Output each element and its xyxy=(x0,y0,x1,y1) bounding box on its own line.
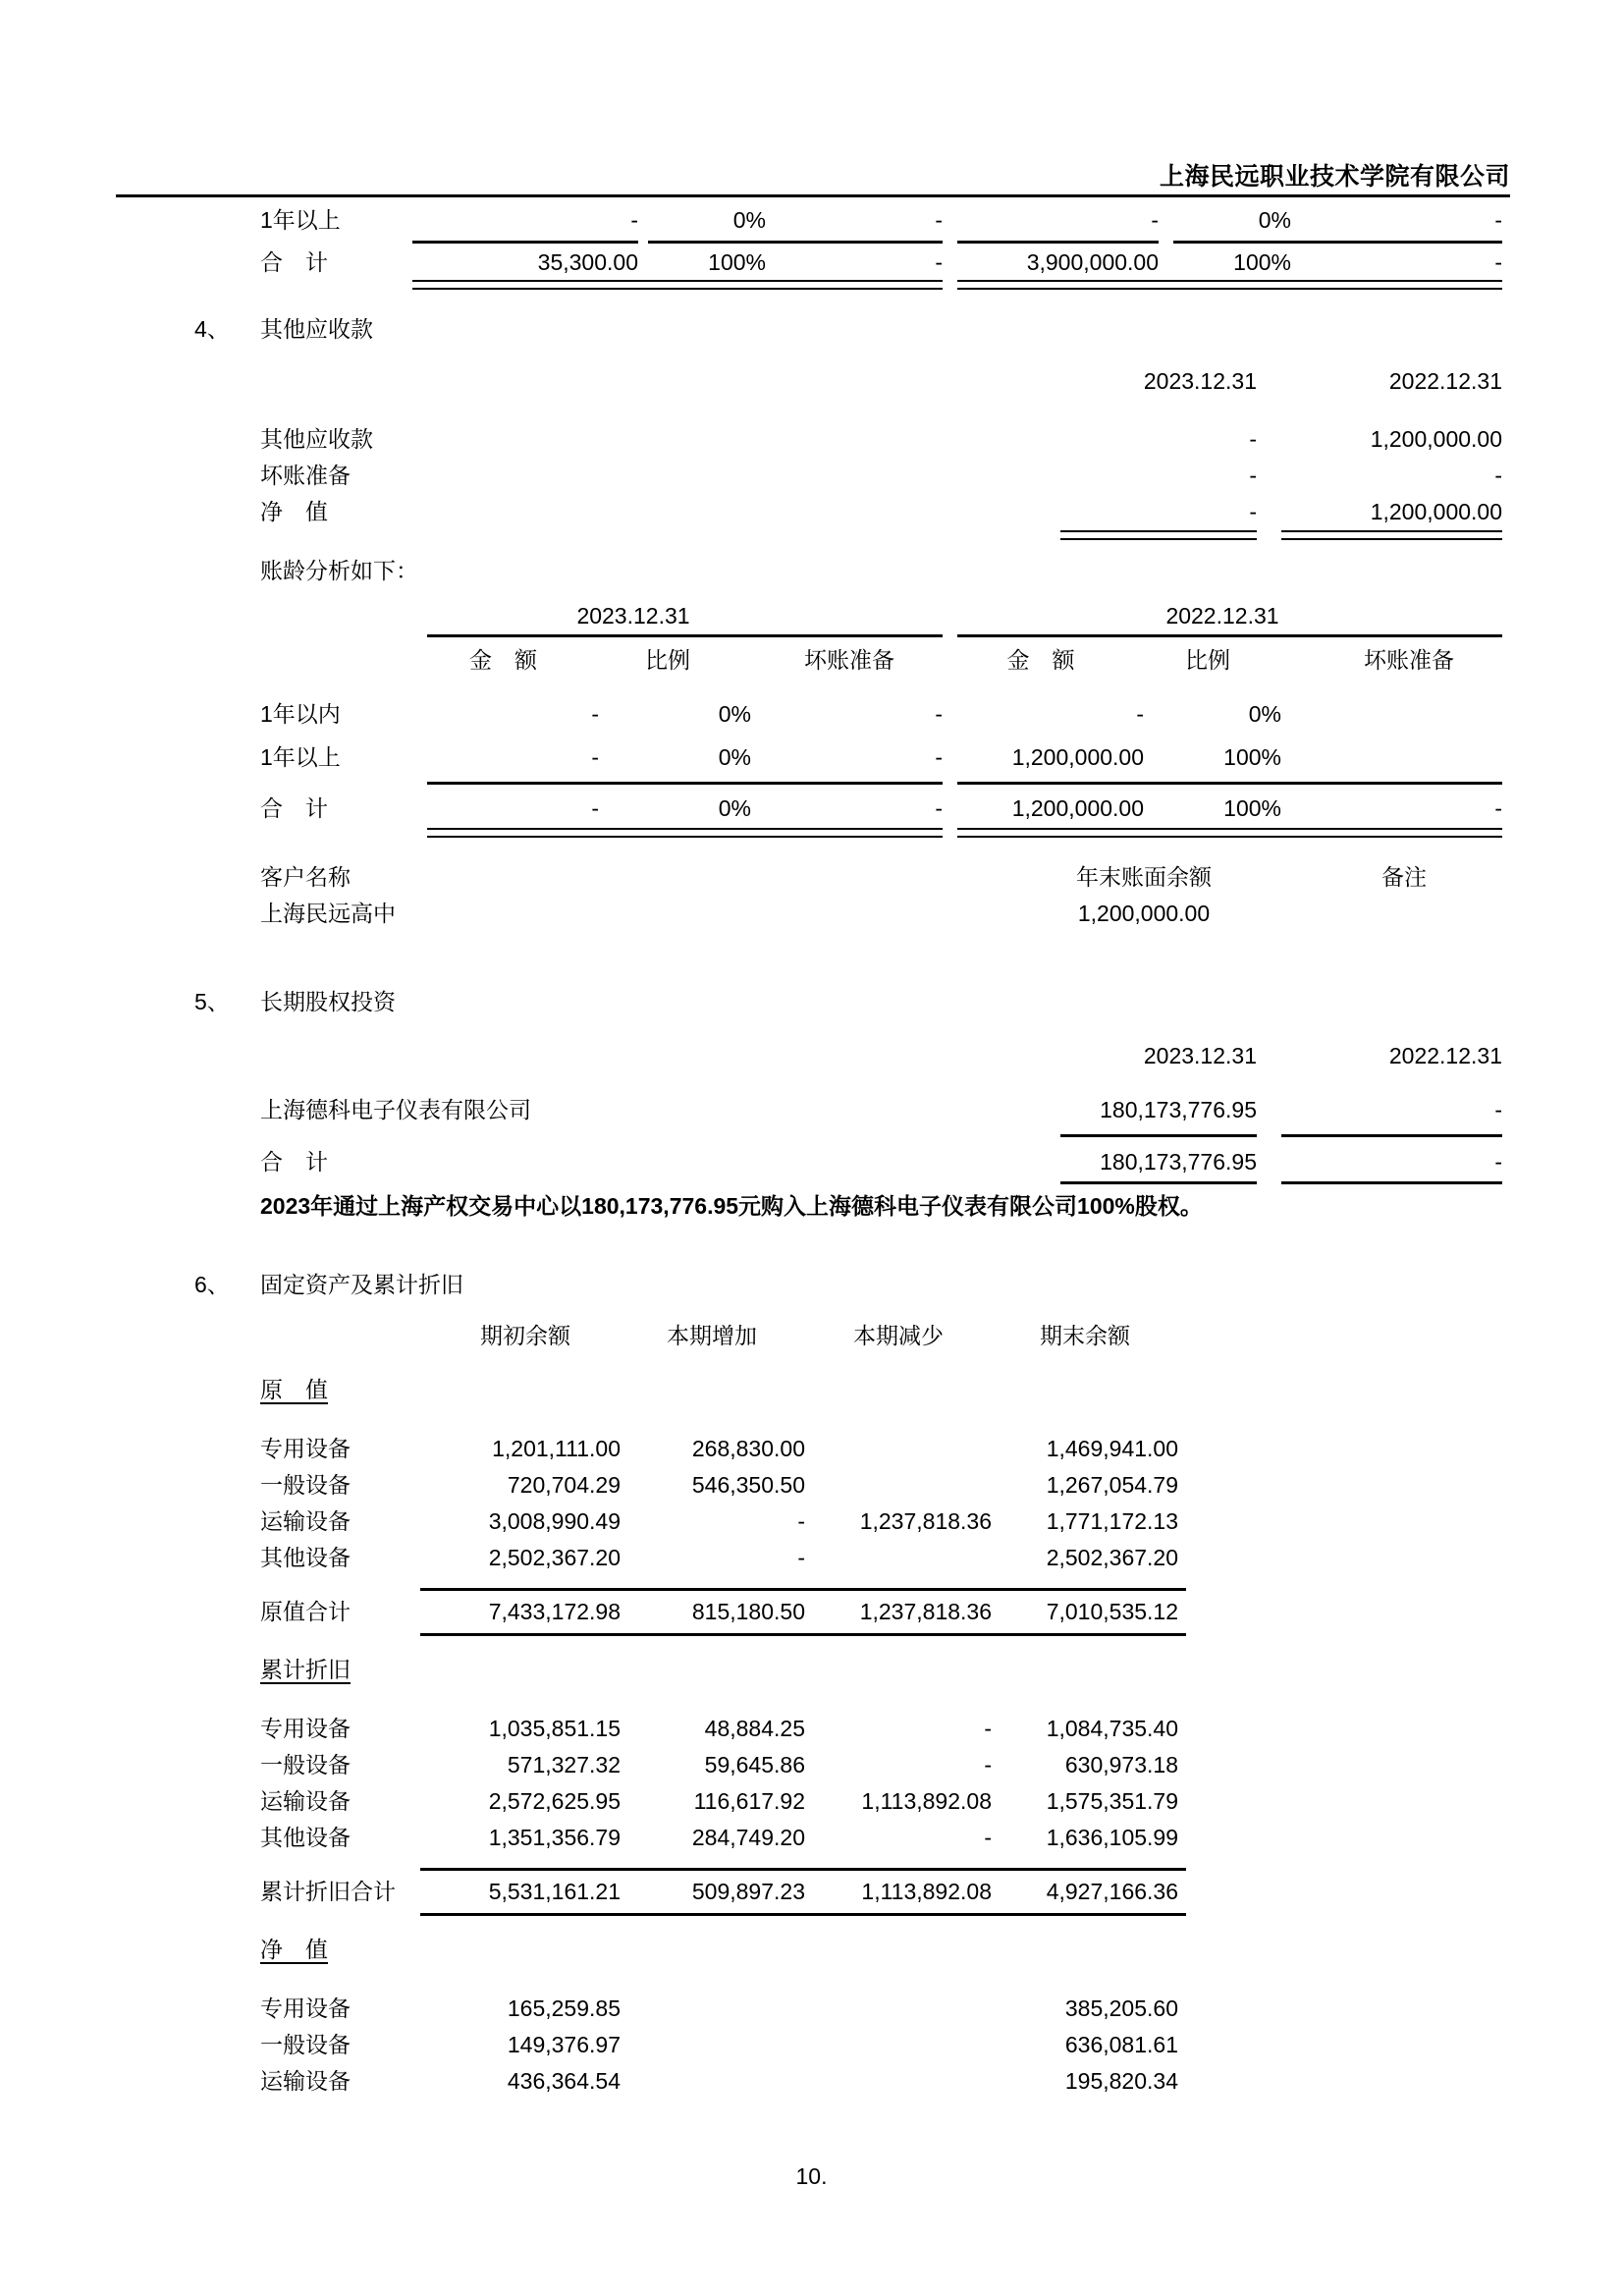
column-header-2022: 2022.12.31 xyxy=(1388,368,1502,394)
cell-total-2023: 180,173,776.95 xyxy=(1100,1149,1257,1175)
cell-closing: 1,771,172.13 xyxy=(1046,1508,1178,1534)
subtotal-rule xyxy=(1173,241,1502,244)
cell-amount-2023: - xyxy=(591,795,599,821)
col-header-closing: 期末余额 xyxy=(1040,1323,1130,1348)
cell-increase: 48,884.25 xyxy=(704,1716,805,1741)
cell-closing: 2,502,367.20 xyxy=(1046,1545,1178,1570)
cell-baddebt-2022: - xyxy=(1494,207,1502,233)
cell-value-2023: - xyxy=(1249,426,1257,452)
cell-opening: 1,035,851.15 xyxy=(488,1716,621,1741)
aging-col-ratio-2023: 比例 xyxy=(645,647,690,673)
cell-opening: 149,376.97 xyxy=(507,2032,621,2057)
aging-total-rule xyxy=(957,782,1502,785)
aging-col-ratio-2022: 比例 xyxy=(1185,647,1230,673)
cell-value-2022: - xyxy=(1494,463,1502,488)
column-header-2023: 2023.12.31 xyxy=(1143,368,1257,394)
customer-header-balance: 年末账面余额 xyxy=(1076,864,1212,890)
cell-decrease: - xyxy=(984,1752,992,1777)
aging-row-label: 1年以上 xyxy=(260,744,341,770)
row-label: 一般设备 xyxy=(260,2032,351,2057)
section-5-title: 长期股权投资 xyxy=(260,989,396,1014)
page-number: 10. xyxy=(795,2163,828,2189)
cell-decrease: - xyxy=(984,1825,992,1850)
cell-increase: 509,897.23 xyxy=(691,1879,805,1904)
cell-ratio-2023: 0% xyxy=(718,795,751,821)
cell-ratio-2022: 100% xyxy=(1223,795,1281,821)
aging-col-baddebt-2022: 坏账准备 xyxy=(1364,647,1454,673)
column-header-2022: 2022.12.31 xyxy=(1388,1043,1502,1068)
cell-increase: 546,350.50 xyxy=(691,1472,805,1498)
investment-total-rule xyxy=(1281,1134,1502,1137)
aging-total-label: 合 计 xyxy=(260,795,328,821)
company-header: 上海民远职业技术学院有限公司 xyxy=(1159,163,1510,191)
cell-opening: 436,364.54 xyxy=(507,2068,621,2094)
investment-total-rule xyxy=(1060,1134,1257,1137)
accumulated-depreciation-total-label: 累计折旧合计 xyxy=(260,1879,396,1904)
cell-increase: 268,830.00 xyxy=(691,1436,805,1461)
cell-amount-2023: - xyxy=(591,701,599,727)
cell-baddebt-2022: - xyxy=(1494,795,1502,821)
section-6-title: 固定资产及累计折旧 xyxy=(260,1272,463,1297)
cell-ratio-2022: 100% xyxy=(1223,744,1281,770)
cell-baddebt-2023: - xyxy=(935,795,943,821)
cell-ratio-2023: 0% xyxy=(732,207,766,233)
section-5-note: 2023年通过上海产权交易中心以180,173,776.95元购入上海德科电子仪表有限公司100%股权。 xyxy=(260,1193,1203,1219)
row-label-bad-debt-provision: 坏账准备 xyxy=(260,463,351,488)
row-label: 专用设备 xyxy=(260,1436,351,1461)
row-label: 其他设备 xyxy=(260,1825,351,1850)
cell-decrease: - xyxy=(984,1716,992,1741)
subsection-original-cost-title: 原 值 xyxy=(260,1377,328,1402)
aging-total-double-rule xyxy=(427,828,943,838)
cell-increase: - xyxy=(797,1508,805,1534)
cell-closing: 7,010,535.12 xyxy=(1046,1599,1178,1624)
cell-decrease: 1,237,818.36 xyxy=(859,1599,992,1624)
cell-value-2022: 1,200,000.00 xyxy=(1370,426,1502,452)
cell-opening: 571,327.32 xyxy=(507,1752,621,1777)
cell-ratio-2023: 100% xyxy=(708,249,766,275)
cell-decrease: 1,113,892.08 xyxy=(861,1788,992,1814)
aging-analysis-caption: 账龄分析如下： xyxy=(260,558,418,583)
header-rule xyxy=(116,194,1510,197)
customer-row-balance: 1,200,000.00 xyxy=(1077,901,1211,926)
cell-increase: - xyxy=(797,1545,805,1570)
cell-decrease: 1,113,892.08 xyxy=(861,1879,992,1904)
subtotal-rule xyxy=(648,241,943,244)
section-4-number: 4、 xyxy=(194,316,230,342)
investment-total-rule-bottom xyxy=(1060,1181,1257,1184)
cell-decrease: 1,237,818.36 xyxy=(859,1508,992,1534)
aging-group-rule xyxy=(427,634,943,637)
cell-amount-2023: - xyxy=(630,207,638,233)
cell-baddebt-2023: - xyxy=(935,249,943,275)
aging-row-label: 1年以内 xyxy=(260,701,341,727)
row-label: 专用设备 xyxy=(260,1716,351,1741)
aging-total-rule xyxy=(427,782,943,785)
cell-increase: 815,180.50 xyxy=(691,1599,805,1624)
cell-opening: 7,433,172.98 xyxy=(488,1599,621,1624)
cell-amount-2022: 1,200,000.00 xyxy=(1011,744,1144,770)
total-double-rule xyxy=(412,280,943,290)
col-header-decrease: 本期减少 xyxy=(853,1323,944,1348)
customer-header-remark: 备注 xyxy=(1381,864,1427,890)
subsection-net-value-title: 净 值 xyxy=(260,1937,328,1962)
cell-closing: 1,636,105.99 xyxy=(1046,1825,1178,1850)
cell-opening: 2,572,625.95 xyxy=(488,1788,621,1814)
total-double-rule xyxy=(957,280,1502,290)
cell-closing: 1,267,054.79 xyxy=(1046,1472,1178,1498)
cell-baddebt-2023: - xyxy=(935,701,943,727)
row-label-other-receivables: 其他应收款 xyxy=(260,426,373,452)
cell-opening: 3,008,990.49 xyxy=(488,1508,621,1534)
subsection-accumulated-depreciation-title: 累计折旧 xyxy=(260,1657,351,1682)
cell-value-2023: 180,173,776.95 xyxy=(1100,1097,1257,1122)
accumulated-depreciation-total-rule-bottom xyxy=(420,1913,1186,1916)
cell-closing: 1,575,351.79 xyxy=(1046,1788,1178,1814)
row-label: 运输设备 xyxy=(260,1508,351,1534)
cell-closing: 1,084,735.40 xyxy=(1046,1716,1178,1741)
aging-group-rule xyxy=(957,634,1502,637)
cell-total-2022: - xyxy=(1494,1149,1502,1175)
investment-total-rule-bottom xyxy=(1281,1181,1502,1184)
cell-opening: 165,259.85 xyxy=(507,1995,621,2021)
cell-baddebt-2023: - xyxy=(935,744,943,770)
aging-total-double-rule xyxy=(957,828,1502,838)
cell-value-2023: - xyxy=(1249,463,1257,488)
accumulated-depreciation-total-rule-top xyxy=(420,1868,1186,1871)
net-value-double-rule xyxy=(1060,530,1257,540)
original-cost-total-rule-bottom xyxy=(420,1633,1186,1636)
cell-increase: 59,645.86 xyxy=(704,1752,805,1777)
cell-ratio-2022: 0% xyxy=(1258,207,1291,233)
cell-value-2022: - xyxy=(1494,1097,1502,1122)
cell-closing: 630,973.18 xyxy=(1064,1752,1178,1777)
customer-row-name: 上海民远高中 xyxy=(260,901,396,926)
cell-value-2022: 1,200,000.00 xyxy=(1370,499,1502,524)
cell-baddebt-2022: - xyxy=(1494,249,1502,275)
row-label: 一般设备 xyxy=(260,1472,351,1498)
table-row-label: 1年以上 xyxy=(260,207,341,233)
cell-closing: 195,820.34 xyxy=(1064,2068,1178,2094)
investment-row-label: 上海德科电子仪表有限公司 xyxy=(260,1097,531,1122)
section-5-number: 5、 xyxy=(194,989,230,1014)
original-cost-total-rule-top xyxy=(420,1588,1186,1591)
aging-col-baddebt-2023: 坏账准备 xyxy=(804,647,894,673)
net-value-double-rule xyxy=(1281,530,1502,540)
cell-amount-2023: - xyxy=(591,744,599,770)
row-label: 专用设备 xyxy=(260,1995,351,2021)
cell-amount-2022: 3,900,000.00 xyxy=(1026,249,1159,275)
cell-closing: 4,927,166.36 xyxy=(1046,1879,1178,1904)
cell-closing: 636,081.61 xyxy=(1064,2032,1178,2057)
column-header-2023: 2023.12.31 xyxy=(1143,1043,1257,1068)
cell-closing: 385,205.60 xyxy=(1064,1995,1178,2021)
cell-ratio-2022: 0% xyxy=(1248,701,1281,727)
original-cost-total-label: 原值合计 xyxy=(260,1599,351,1624)
aging-group-header-2023: 2023.12.31 xyxy=(576,603,690,629)
cell-amount-2023: 35,300.00 xyxy=(537,249,638,275)
cell-ratio-2023: 0% xyxy=(718,744,751,770)
col-header-opening: 期初余额 xyxy=(480,1323,570,1348)
cell-ratio-2023: 0% xyxy=(718,701,751,727)
aging-col-amount-2023: 金 额 xyxy=(469,647,537,673)
cell-increase: 116,617.92 xyxy=(693,1788,805,1814)
subtotal-rule xyxy=(957,241,1159,244)
table-row-label: 合 计 xyxy=(260,249,328,275)
cell-amount-2022: - xyxy=(1151,207,1159,233)
row-label: 一般设备 xyxy=(260,1752,351,1777)
cell-opening: 2,502,367.20 xyxy=(488,1545,621,1570)
row-label: 运输设备 xyxy=(260,2068,351,2094)
row-label: 其他设备 xyxy=(260,1545,351,1570)
cell-opening: 1,351,356.79 xyxy=(488,1825,621,1850)
cell-amount-2022: 1,200,000.00 xyxy=(1011,795,1144,821)
col-header-increase: 本期增加 xyxy=(667,1323,757,1348)
section-4-title: 其他应收款 xyxy=(260,316,373,342)
cell-increase: 284,749.20 xyxy=(691,1825,805,1850)
investment-total-label: 合 计 xyxy=(260,1149,328,1175)
cell-amount-2022: - xyxy=(1136,701,1144,727)
cell-value-2023: - xyxy=(1249,499,1257,524)
cell-opening: 720,704.29 xyxy=(507,1472,621,1498)
subtotal-rule xyxy=(412,241,638,244)
cell-opening: 1,201,111.00 xyxy=(492,1436,621,1461)
row-label: 运输设备 xyxy=(260,1788,351,1814)
cell-opening: 5,531,161.21 xyxy=(488,1879,621,1904)
customer-header-name: 客户名称 xyxy=(260,864,351,890)
aging-col-amount-2022: 金 额 xyxy=(1006,647,1075,673)
cell-closing: 1,469,941.00 xyxy=(1046,1436,1178,1461)
section-6-number: 6、 xyxy=(194,1272,230,1297)
cell-baddebt-2023: - xyxy=(935,207,943,233)
cell-ratio-2022: 100% xyxy=(1233,249,1291,275)
row-label-net-value: 净 值 xyxy=(260,499,328,524)
aging-group-header-2022: 2022.12.31 xyxy=(1165,603,1279,629)
